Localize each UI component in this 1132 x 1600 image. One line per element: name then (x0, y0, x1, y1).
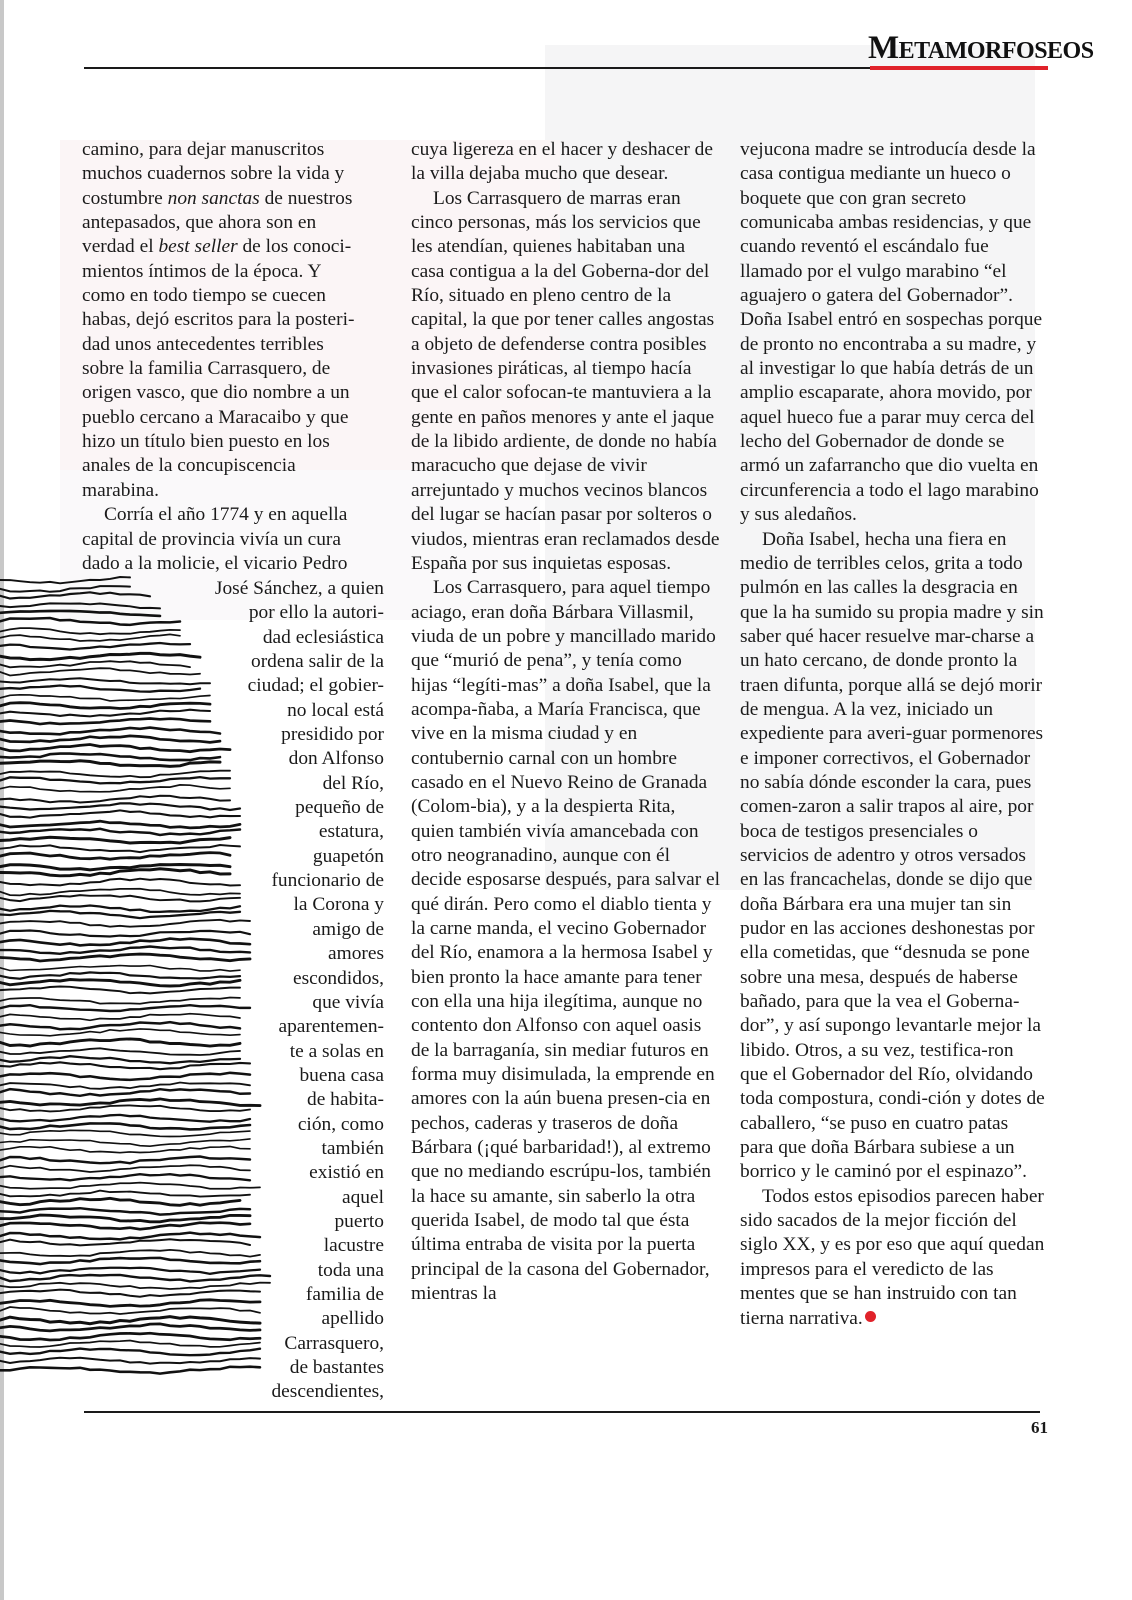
ink-stroke (0, 754, 220, 761)
wrapped-line: don Alfonso (288, 748, 384, 770)
column-2 (411, 138, 723, 1307)
ink-stroke (0, 1157, 250, 1164)
ink-stroke (0, 796, 230, 803)
column-1-para-2: Corría el año 1774 y en aquella capital de provincia vivía un cura dado a la molicie, el vicario Pedro (82, 504, 348, 574)
ink-stroke (0, 653, 200, 659)
ink-stroke (0, 728, 220, 735)
ink-stroke (0, 1239, 250, 1245)
ink-stroke (0, 703, 210, 709)
wrapped-line: apellido (321, 1308, 384, 1330)
ink-stroke (0, 1089, 250, 1096)
wrapped-line: José Sánchez, a quien (214, 578, 384, 599)
ink-stroke (0, 592, 150, 598)
ink-stroke (0, 1048, 240, 1055)
column-1 (82, 138, 382, 576)
ink-stroke (0, 678, 210, 684)
ink-stroke (0, 686, 200, 692)
ink-stroke (0, 1223, 250, 1230)
ink-stroke (0, 853, 230, 860)
ink-stroke (0, 980, 240, 987)
ink-stroke (0, 1215, 250, 1222)
ink-stroke (0, 998, 240, 1004)
ink-stroke (0, 947, 250, 954)
ink-stroke (0, 1324, 260, 1331)
ink-stroke (0, 987, 240, 994)
wrapped-line: existió en (309, 1162, 384, 1184)
ink-stroke (0, 1014, 240, 1021)
ink-stroke (0, 1307, 260, 1314)
wrapped-line: estatura, (318, 821, 384, 843)
ink-stroke (0, 603, 160, 608)
ink-stroke (0, 1341, 260, 1348)
ink-stroke (0, 1073, 250, 1080)
ink-stroke (0, 1005, 250, 1011)
ink-stroke (0, 1198, 240, 1205)
column-3-para-3: Todos estos episodios parecen haber sido sacados de la mejor ficción del siglo XX, y es por eso que aquí quedan impresos para el veredicto de las mentes que se han instruido con tan tierna narrativa. (740, 1185, 1045, 1329)
ink-stroke (0, 1275, 270, 1282)
ink-stroke (0, 865, 230, 870)
ink-stroke (0, 643, 190, 650)
wrapped-line: aquel (342, 1186, 384, 1208)
ink-stroke (0, 611, 160, 616)
ink-stroke (0, 761, 220, 767)
wrapped-line: pequeño de (295, 797, 384, 819)
wrapped-line: te a solas en (289, 1040, 384, 1062)
ink-stroke (0, 736, 220, 743)
wrapped-line: ordena salir de la (251, 651, 384, 673)
ink-stroke (0, 911, 240, 918)
footer-rule (84, 1411, 1040, 1413)
ink-stroke (0, 1165, 250, 1172)
wrapped-line: no local está (287, 699, 384, 721)
wrapped-line: dad eclesiástica (262, 626, 384, 648)
ink-stroke (0, 577, 130, 583)
ink-stroke (0, 1317, 260, 1324)
wrapped-line: Carrasquero, (284, 1332, 384, 1354)
ink-stroke (0, 1191, 250, 1197)
wrapped-line: por ello la autori- (248, 602, 384, 624)
ink-stroke (0, 1039, 240, 1046)
ink-stroke (0, 1268, 260, 1274)
ink-stroke (0, 1208, 250, 1214)
ink-stroke (0, 821, 240, 828)
ink-stroke (0, 1105, 250, 1111)
wrapped-line: familia de (305, 1283, 384, 1305)
wrapped-line: buena casa (299, 1064, 384, 1086)
ink-stroke (0, 895, 240, 901)
column-2-para-1: cuya ligereza en el hacer y deshacer de la villa dejaba mucho que desear. (411, 139, 713, 185)
wrapped-line: del Río, (322, 772, 384, 794)
ink-stroke (0, 1147, 250, 1153)
ink-stroke (0, 879, 240, 886)
ink-stroke (0, 1183, 260, 1189)
ink-stroke (0, 1056, 240, 1063)
ink-stroke (0, 829, 240, 835)
column-2-para-3: Los Carrasquero, para aquel tiempo aciago, eran doña Bárbara Villasmil, viuda de un pobre y mancillado marido que “murió de pena”, y tenía como hijas “legíti-mas” a doña Isabel, que la acompa-ñaba, a María Francisca, que vive en la misma ciudad y en contubernio carnal con un hombre casado en el Nuevo Reino de Granada (Colom-bia), y a la despierta Rita, quien también vivía amancebada con otro neogranadino, aunque con él decide esposarse después, para salvar el qué dirán. Pero como el diablo tienta y la carne manda, el vecino Gobernador del Río, enamora a la hermosa Isabel y bien pronto la hace amante para tener con ella una hija ilegítima, aunque no contento don Alfonso con aquel oasis de la barraganía, sin mediar futuros en forma muy disimulada, la emprende en amores con la aún buena presen-cia en pechos, caderas y traseros de doña Bárbara (¡qué barbaridad!), al extremo que no mediando escrúpu-los, también la hace su amante, sin saberlo la otra querida Isabel, de modo tal que ésta última entraba de visita por la puerta principal de la casona del Gobernador, mientras la (411, 577, 721, 1305)
wrapped-line: de bastantes (289, 1357, 384, 1378)
ink-stroke (0, 1300, 260, 1307)
header-red-underline (870, 66, 1048, 70)
end-mark-dot (865, 1311, 876, 1322)
wrapped-line: escondidos, (292, 967, 384, 989)
ink-stroke (0, 966, 240, 972)
wrapped-line: la Corona y (293, 894, 384, 916)
ink-stroke (0, 869, 230, 876)
ink-stroke (0, 1022, 240, 1029)
ink-stroke (0, 771, 230, 778)
ink-stroke (0, 661, 190, 667)
wrapped-line: presidido por (281, 724, 384, 746)
ink-stroke (0, 1290, 260, 1297)
ink-stroke (0, 785, 230, 792)
ink-stroke (0, 695, 210, 701)
ink-stroke (0, 803, 240, 810)
wrapped-line: ción, como (297, 1113, 384, 1135)
ink-stroke (0, 634, 180, 641)
ink-stroke (0, 837, 230, 843)
ink-stroke (0, 628, 180, 634)
wrapped-line: toda una (317, 1259, 384, 1281)
wrapped-line: funcionario de (271, 870, 384, 892)
wrapped-line: de habita- (307, 1089, 384, 1111)
ink-stroke (0, 845, 240, 852)
ink-stroke (0, 939, 250, 946)
ink-stroke (0, 972, 240, 978)
section-title: METAMORFOSEOS (868, 30, 1094, 66)
ink-stroke (0, 1233, 260, 1240)
wrapped-line: amores (328, 943, 384, 965)
ink-stroke (0, 1258, 260, 1264)
ink-stroke (0, 920, 250, 927)
wrapped-line: descendientes, (271, 1381, 384, 1403)
ink-stroke (0, 1367, 260, 1374)
ink-stroke (0, 719, 210, 725)
ink-stroke (0, 710, 210, 717)
wrapped-line: también (321, 1137, 384, 1159)
wrapped-line: guapetón (312, 845, 384, 867)
page-number: 61 (1031, 1418, 1048, 1437)
column-1-para-1: camino, para dejar manuscritos muchos cuadernos sobre la vida y costumbre non sanctas de nuestros antepasados, que ahora son en verdad el best seller de los conoci- mientos íntimos de la época. Y como en todo tiempo se cuecen habas, dejó escritos para la posteri- dad unos antecedentes terribles sobre la familia Carrasquero, de origen vasco, que dio nombre a un pueblo cercano a Maracaibo y que hizo un título bien puesto en los anales de la concupiscencia marabina. (82, 139, 355, 501)
ink-stroke (0, 745, 230, 752)
ink-stroke (0, 1349, 260, 1356)
ink-stroke (0, 1083, 250, 1089)
ink-stroke (0, 1174, 250, 1180)
ink-stroke (0, 1250, 260, 1257)
column-3 (740, 138, 1045, 1331)
ink-stroke (0, 1333, 260, 1340)
wrapped-line: puerto (334, 1210, 384, 1232)
column-2-para-2: Los Carrasquero de marras eran cinco personas, más los servicios que les atendían, quienes habitaban una casa contigua a la del Goberna-dor del Río, situado en pleno centro de la capital, la que por tener calles angostas a objeto de defenderse contra posibles invasiones piráticas, al tiempo hacía que el calor sofocan-te mantuviera a la gente en paños menores y ante el jaque de la libido ardiente, de donde no había maracucho que dejase de vivir arrejuntado y muchos vecinos blancos del lugar se hacían pasar por solteros o viudos, mientras eran reclamados desde España por sus inquietas esposas. (411, 187, 720, 574)
ink-stroke (0, 777, 230, 783)
ink-stroke (0, 1283, 270, 1289)
column-3-para-2: Doña Isabel, hecha una fiera en medio de terribles celos, grita a todo pulmón en las calles la desgracia en que la ha sumido su propia madre y sin saber qué hacer resuelve mar-charse a un hato cercano, de donde pronto la traen difunta, porque allá se dejó morir de mengua. A la vez, iniciado un expediente para averi-guar pormenores e imponer correctivos, el Gobernador no sabía dónde esconder la cara, pues comen-zaron a salir trapos al aire, por boca de testigos presenciales o servicios de adentro y otros versados en las francachelas, donde se dijo que doña Bárbara era una mujer tan sin pudor en las acciones deshonestas por ella cometidas, que “desnuda se pone sobre una mesa, después de haberse bañado, para que la vea el Goberna-dor”, y así supongo levantarle mejor la libido. Otros, a su vez, testifica-ron que el Gobernador del Río, olvidando toda compostura, condi-ción y dotes de caballero, “se puso en cuatro patas para que doña Bárbara subiese a un borrico y le caminó por el espinazo”. (740, 528, 1045, 1183)
ink-stroke (0, 931, 250, 937)
ink-stroke (0, 618, 180, 625)
wrapped-line: amigo de (312, 918, 384, 940)
ink-stroke (0, 668, 200, 675)
wrapped-line: lacustre (323, 1235, 384, 1257)
wavy-lines-illustration (0, 570, 300, 1390)
ink-stroke (0, 586, 130, 592)
ink-stroke (0, 1130, 250, 1136)
ink-stroke (0, 1062, 250, 1069)
ink-stroke (0, 906, 240, 912)
ink-stroke (0, 1358, 260, 1364)
column-3-para-1: vejucona madre se introducía desde la casa contigua mediante un hueco o boquete que con gran secreto comunicaba ambas residencias, y que cuando reventó el escándalo fue llamado por el vulgo marabino “el aguajero o gatera del Gobernador”. Doña Isabel entró en sospechas porque de pronto no encontraba a su madre, y al investigar lo que había detrás de un amplio escaparate, ahora movido, por aquel hueco fue a parar muy cerca del lecho del Gobernador de donde se armó un zafarrancho que dio vuelta en circunferencia a todo el lago marabino y sus aledaños. (740, 139, 1043, 526)
ink-stroke (0, 889, 240, 896)
ink-stroke (0, 1115, 250, 1122)
ink-stroke (0, 954, 250, 961)
ink-stroke (0, 1029, 240, 1036)
wrapped-line: que vivía (312, 991, 384, 1013)
ink-stroke (0, 810, 240, 817)
ink-stroke (0, 1123, 250, 1129)
ink-stroke (0, 1139, 250, 1146)
wrapped-line: aparentemen- (278, 1016, 384, 1038)
wrapped-line: ciudad; el gobier- (247, 675, 384, 697)
